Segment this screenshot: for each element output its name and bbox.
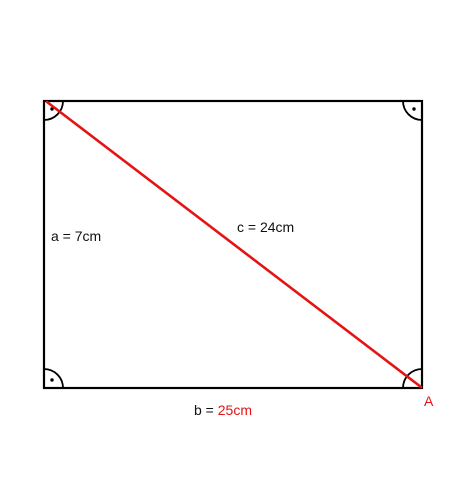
diagonal-c-value: 24cm — [259, 219, 295, 235]
side-a-label — [51, 228, 101, 244]
side-a-value: 7cm — [74, 228, 102, 244]
side-b-prefix: b = — [194, 402, 218, 418]
diagonal-c-label — [237, 219, 294, 235]
vertex-a-label: A — [424, 393, 434, 409]
right-angle-bottom-left — [44, 369, 63, 388]
side-b-value: 25cm — [217, 402, 252, 418]
side-a-prefix: a = — [51, 228, 75, 244]
side-b-label — [194, 402, 252, 418]
diagonal-c-prefix: c = — [237, 219, 260, 235]
right-angle-top-right — [403, 101, 422, 120]
diagonal-line — [47, 102, 421, 387]
